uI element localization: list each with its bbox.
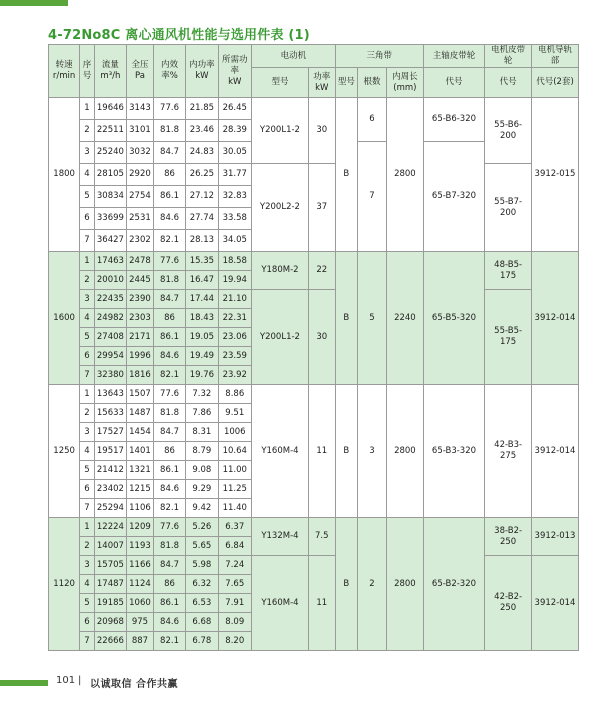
required-power-cell: 11.40 [218,499,251,518]
row-no: 3 [80,142,95,164]
spindle-code-cell: 65-B3-320 [423,385,484,518]
flow-cell: 22435 [94,290,126,309]
required-power-cell: 22.31 [218,309,251,328]
pressure-cell: 1193 [127,537,154,556]
spindle-code-cell: 65-B5-320 [423,252,484,385]
efficiency-cell: 77.6 [153,252,185,271]
row-no: 5 [80,461,95,480]
motor-pulley-cell: 42-B2- 250 [485,556,532,651]
flow-cell: 12224 [94,518,126,537]
required-power-cell: 30.05 [218,142,251,164]
motor-power-cell: 7.5 [308,518,335,556]
table-row [49,518,579,537]
motor-model-cell: Y200L1-2 [252,98,309,164]
required-power-cell: 28.39 [218,120,251,142]
flow-cell: 17487 [94,575,126,594]
belt-length-cell: 2800 [386,518,423,651]
flow-cell: 30834 [94,186,126,208]
motor-power-cell: 37 [308,164,335,252]
internal-power-cell: 27.12 [186,186,218,208]
header-row-1 [49,45,579,68]
pressure-cell: 3143 [127,98,154,120]
internal-power-cell: 17.44 [186,290,218,309]
efficiency-cell: 84.7 [153,142,185,164]
internal-power-cell: 23.46 [186,120,218,142]
pressure-cell: 1487 [127,404,154,423]
efficiency-cell: 82.1 [153,499,185,518]
required-power-cell: 8.09 [218,613,251,632]
pressure-cell: 2920 [127,164,154,186]
header-spindle-pulley: 主轴皮带轮 [423,45,484,68]
pressure-cell: 1401 [127,442,154,461]
page-title: 4-72No8C 离心通风机性能与选用件表 (1) [48,28,310,43]
internal-power-cell: 28.13 [186,230,218,252]
speed-cell: 1800 [49,98,80,252]
pressure-cell: 2754 [127,186,154,208]
required-power-cell: 19.94 [218,271,251,290]
efficiency-cell: 86 [153,575,185,594]
efficiency-cell: 86 [153,442,185,461]
motor-pulley-cell: 55-B5- 175 [485,290,532,385]
pressure-cell: 2531 [127,208,154,230]
flow-cell: 25294 [94,499,126,518]
required-power-cell: 33.58 [218,208,251,230]
row-no: 6 [80,208,95,230]
flow-cell: 17463 [94,252,126,271]
table-row [49,164,579,186]
required-power-cell: 8.86 [218,385,251,404]
internal-power-cell: 18.43 [186,309,218,328]
internal-power-cell: 19.76 [186,366,218,385]
flow-cell: 17527 [94,423,126,442]
efficiency-cell: 82.1 [153,632,185,651]
spindle-code-cell: 65-B2-320 [423,518,484,651]
header-belt-model: 型号 [335,68,357,98]
internal-power-cell: 6.68 [186,613,218,632]
row-no: 2 [80,404,95,423]
internal-power-cell: 5.65 [186,537,218,556]
required-power-cell: 7.24 [218,556,251,575]
header-spindle-code: 代号 [423,68,484,98]
required-power-cell: 10.64 [218,442,251,461]
belt-count-cell: 3 [357,385,386,518]
rail-code-cell: 3912-014 [532,252,579,385]
rail-code-cell: 3912-015 [532,98,579,252]
footer-accent-bar [0,680,48,686]
table-row [49,385,579,404]
pressure-cell: 1816 [127,366,154,385]
fan-spec-table [48,44,579,651]
required-power-cell: 7.65 [218,575,251,594]
row-no: 6 [80,347,95,366]
required-power-cell: 11.25 [218,480,251,499]
motor-model-cell: Y200L2-2 [252,164,309,252]
page-number: 101 [56,675,76,686]
internal-power-cell: 21.85 [186,98,218,120]
flow-cell: 13643 [94,385,126,404]
efficiency-cell: 81.8 [153,404,185,423]
flow-cell: 23402 [94,480,126,499]
flow-cell: 32380 [94,366,126,385]
efficiency-cell: 77.6 [153,518,185,537]
header-belt: 三角带 [335,45,423,68]
efficiency-cell: 77.6 [153,385,185,404]
header-motor: 电动机 [252,45,336,68]
pressure-cell: 2302 [127,230,154,252]
internal-power-cell: 6.32 [186,575,218,594]
row-no: 3 [80,290,95,309]
required-power-cell: 18.58 [218,252,251,271]
belt-count-cell: 5 [357,252,386,385]
pressure-cell: 1166 [127,556,154,575]
row-no: 7 [80,230,95,252]
internal-power-cell: 9.42 [186,499,218,518]
pressure-cell: 3101 [127,120,154,142]
pressure-cell: 1321 [127,461,154,480]
flow-cell: 36427 [94,230,126,252]
table-row [49,290,579,309]
efficiency-cell: 84.6 [153,347,185,366]
required-power-cell: 31.77 [218,164,251,186]
row-no: 1 [80,252,95,271]
row-no: 7 [80,632,95,651]
efficiency-cell: 82.1 [153,366,185,385]
motor-model-cell: Y180M-2 [252,252,309,290]
internal-power-cell: 7.32 [186,385,218,404]
motor-power-cell: 22 [308,252,335,290]
row-no: 7 [80,366,95,385]
flow-cell: 19517 [94,442,126,461]
pressure-cell: 975 [127,613,154,632]
pressure-cell: 1209 [127,518,154,537]
table-row [49,252,579,271]
pressure-cell: 1124 [127,575,154,594]
rail-code-cell: 3912-014 [532,556,579,651]
internal-power-cell: 5.26 [186,518,218,537]
required-power-cell: 6.84 [218,537,251,556]
flow-cell: 15633 [94,404,126,423]
internal-power-cell: 19.49 [186,347,218,366]
internal-power-cell: 27.74 [186,208,218,230]
belt-count-cell: 7 [357,142,386,252]
motor-pulley-cell: 55-B7- 200 [485,164,532,252]
header-internal-power: 内功率 kW [186,45,218,98]
motor-power-cell: 30 [308,290,335,385]
row-no: 7 [80,499,95,518]
flow-cell: 15705 [94,556,126,575]
header-required-power: 所需功率 kW [218,45,251,98]
flow-cell: 28105 [94,164,126,186]
row-no: 4 [80,442,95,461]
flow-cell: 22666 [94,632,126,651]
flow-cell: 22511 [94,120,126,142]
internal-power-cell: 7.86 [186,404,218,423]
pressure-cell: 1215 [127,480,154,499]
row-no: 1 [80,385,95,404]
flow-cell: 20010 [94,271,126,290]
pressure-cell: 2390 [127,290,154,309]
row-no: 2 [80,271,95,290]
required-power-cell: 8.20 [218,632,251,651]
motor-pulley-cell: 55-B6- 200 [485,98,532,164]
flow-cell: 25240 [94,142,126,164]
header-motor-rail: 电机导轨 部 [532,45,579,68]
motor-pulley-cell: 48-B5- 175 [485,252,532,290]
efficiency-cell: 86.1 [153,186,185,208]
table-row [49,98,579,120]
row-no: 2 [80,537,95,556]
flow-cell: 27408 [94,328,126,347]
speed-cell: 1600 [49,252,80,385]
required-power-cell: 1006 [218,423,251,442]
belt-count-cell: 2 [357,518,386,651]
motor-model-cell: Y160M-4 [252,385,309,518]
header-belt-length: 内周长 (mm) [386,68,423,98]
belt-model-cell: B [335,385,357,518]
pressure-cell: 1060 [127,594,154,613]
rail-code-cell: 3912-013 [532,518,579,556]
motor-power-cell: 11 [308,385,335,518]
belt-length-cell: 2800 [386,385,423,518]
header-flow: 流量 m³/h [94,45,126,98]
efficiency-cell: 86 [153,164,185,186]
efficiency-cell: 84.7 [153,290,185,309]
footer-separator: | [78,675,82,686]
internal-power-cell: 6.53 [186,594,218,613]
flow-cell: 24982 [94,309,126,328]
row-no: 6 [80,613,95,632]
efficiency-cell: 84.7 [153,556,185,575]
internal-power-cell: 6.78 [186,632,218,651]
row-no: 1 [80,98,95,120]
required-power-cell: 34.05 [218,230,251,252]
efficiency-cell: 86.1 [153,461,185,480]
pressure-cell: 1454 [127,423,154,442]
speed-cell: 1120 [49,518,80,651]
table-row [49,556,579,575]
belt-length-cell: 2240 [386,252,423,385]
pressure-cell: 3032 [127,142,154,164]
required-power-cell: 21.10 [218,290,251,309]
efficiency-cell: 77.6 [153,98,185,120]
internal-power-cell: 9.08 [186,461,218,480]
efficiency-cell: 86.1 [153,594,185,613]
pressure-cell: 1106 [127,499,154,518]
pressure-cell: 887 [127,632,154,651]
header-motor-rail-code: 代号(2套) [532,68,579,98]
row-no: 4 [80,309,95,328]
required-power-cell: 9.51 [218,404,251,423]
flow-cell: 33699 [94,208,126,230]
internal-power-cell: 8.31 [186,423,218,442]
header-motor-power: 功率 kW [308,68,335,98]
motor-model-cell: Y132M-4 [252,518,309,556]
internal-power-cell: 16.47 [186,271,218,290]
motor-model-cell: Y200L1-2 [252,290,309,385]
footer-slogan: 以诚取信 合作共赢 [90,679,178,690]
belt-model-cell: B [335,98,357,252]
internal-power-cell: 19.05 [186,328,218,347]
efficiency-cell: 84.6 [153,208,185,230]
internal-power-cell: 9.29 [186,480,218,499]
belt-model-cell: B [335,518,357,651]
page-footer [0,672,600,702]
belt-length-cell: 2800 [386,98,423,252]
row-no: 3 [80,423,95,442]
required-power-cell: 23.06 [218,328,251,347]
flow-cell: 14007 [94,537,126,556]
motor-pulley-cell: 42-B3- 275 [485,385,532,518]
header-speed: 转速 r/min [49,45,80,98]
motor-power-cell: 11 [308,556,335,651]
internal-power-cell: 8.79 [186,442,218,461]
required-power-cell: 32.83 [218,186,251,208]
pressure-cell: 1996 [127,347,154,366]
efficiency-cell: 81.8 [153,271,185,290]
belt-count-cell: 6 [357,98,386,142]
required-power-cell: 7.91 [218,594,251,613]
spindle-code-cell: 65-B6-320 [423,98,484,142]
efficiency-cell: 84.7 [153,423,185,442]
flow-cell: 29954 [94,347,126,366]
speed-cell: 1250 [49,385,80,518]
flow-cell: 20968 [94,613,126,632]
row-no: 5 [80,594,95,613]
flow-cell: 19646 [94,98,126,120]
pressure-cell: 2171 [127,328,154,347]
internal-power-cell: 26.25 [186,164,218,186]
row-no: 4 [80,164,95,186]
motor-model-cell: Y160M-4 [252,556,309,651]
pressure-cell: 2478 [127,252,154,271]
top-accent-bar [0,0,68,6]
motor-power-cell: 30 [308,98,335,164]
header-belt-count: 根数 [357,68,386,98]
required-power-cell: 26.45 [218,98,251,120]
efficiency-cell: 84.6 [153,613,185,632]
motor-pulley-cell: 38-B2- 250 [485,518,532,556]
required-power-cell: 23.92 [218,366,251,385]
header-motor-pulley: 电机皮带 轮 [485,45,532,68]
efficiency-cell: 86.1 [153,328,185,347]
row-no: 5 [80,328,95,347]
pressure-cell: 2303 [127,309,154,328]
efficiency-cell: 86 [153,309,185,328]
pressure-cell: 1507 [127,385,154,404]
header-motor-model: 型号 [252,68,309,98]
efficiency-cell: 81.8 [153,120,185,142]
required-power-cell: 11.00 [218,461,251,480]
rail-code-cell: 3912-014 [532,385,579,518]
pressure-cell: 2445 [127,271,154,290]
row-no: 3 [80,556,95,575]
row-no: 1 [80,518,95,537]
belt-model-cell: B [335,252,357,385]
internal-power-cell: 15.35 [186,252,218,271]
spindle-code-cell: 65-B7-320 [423,142,484,252]
flow-cell: 19185 [94,594,126,613]
row-no: 5 [80,186,95,208]
header-efficiency: 内效 率% [153,45,185,98]
flow-cell: 21412 [94,461,126,480]
required-power-cell: 23.59 [218,347,251,366]
header-no: 序 号 [80,45,95,98]
row-no: 6 [80,480,95,499]
efficiency-cell: 84.6 [153,480,185,499]
header-pressure: 全压 Pa [127,45,154,98]
header-motor-pulley-code: 代号 [485,68,532,98]
internal-power-cell: 5.98 [186,556,218,575]
row-no: 2 [80,120,95,142]
row-no: 4 [80,575,95,594]
internal-power-cell: 24.83 [186,142,218,164]
efficiency-cell: 82.1 [153,230,185,252]
required-power-cell: 6.37 [218,518,251,537]
efficiency-cell: 81.8 [153,537,185,556]
